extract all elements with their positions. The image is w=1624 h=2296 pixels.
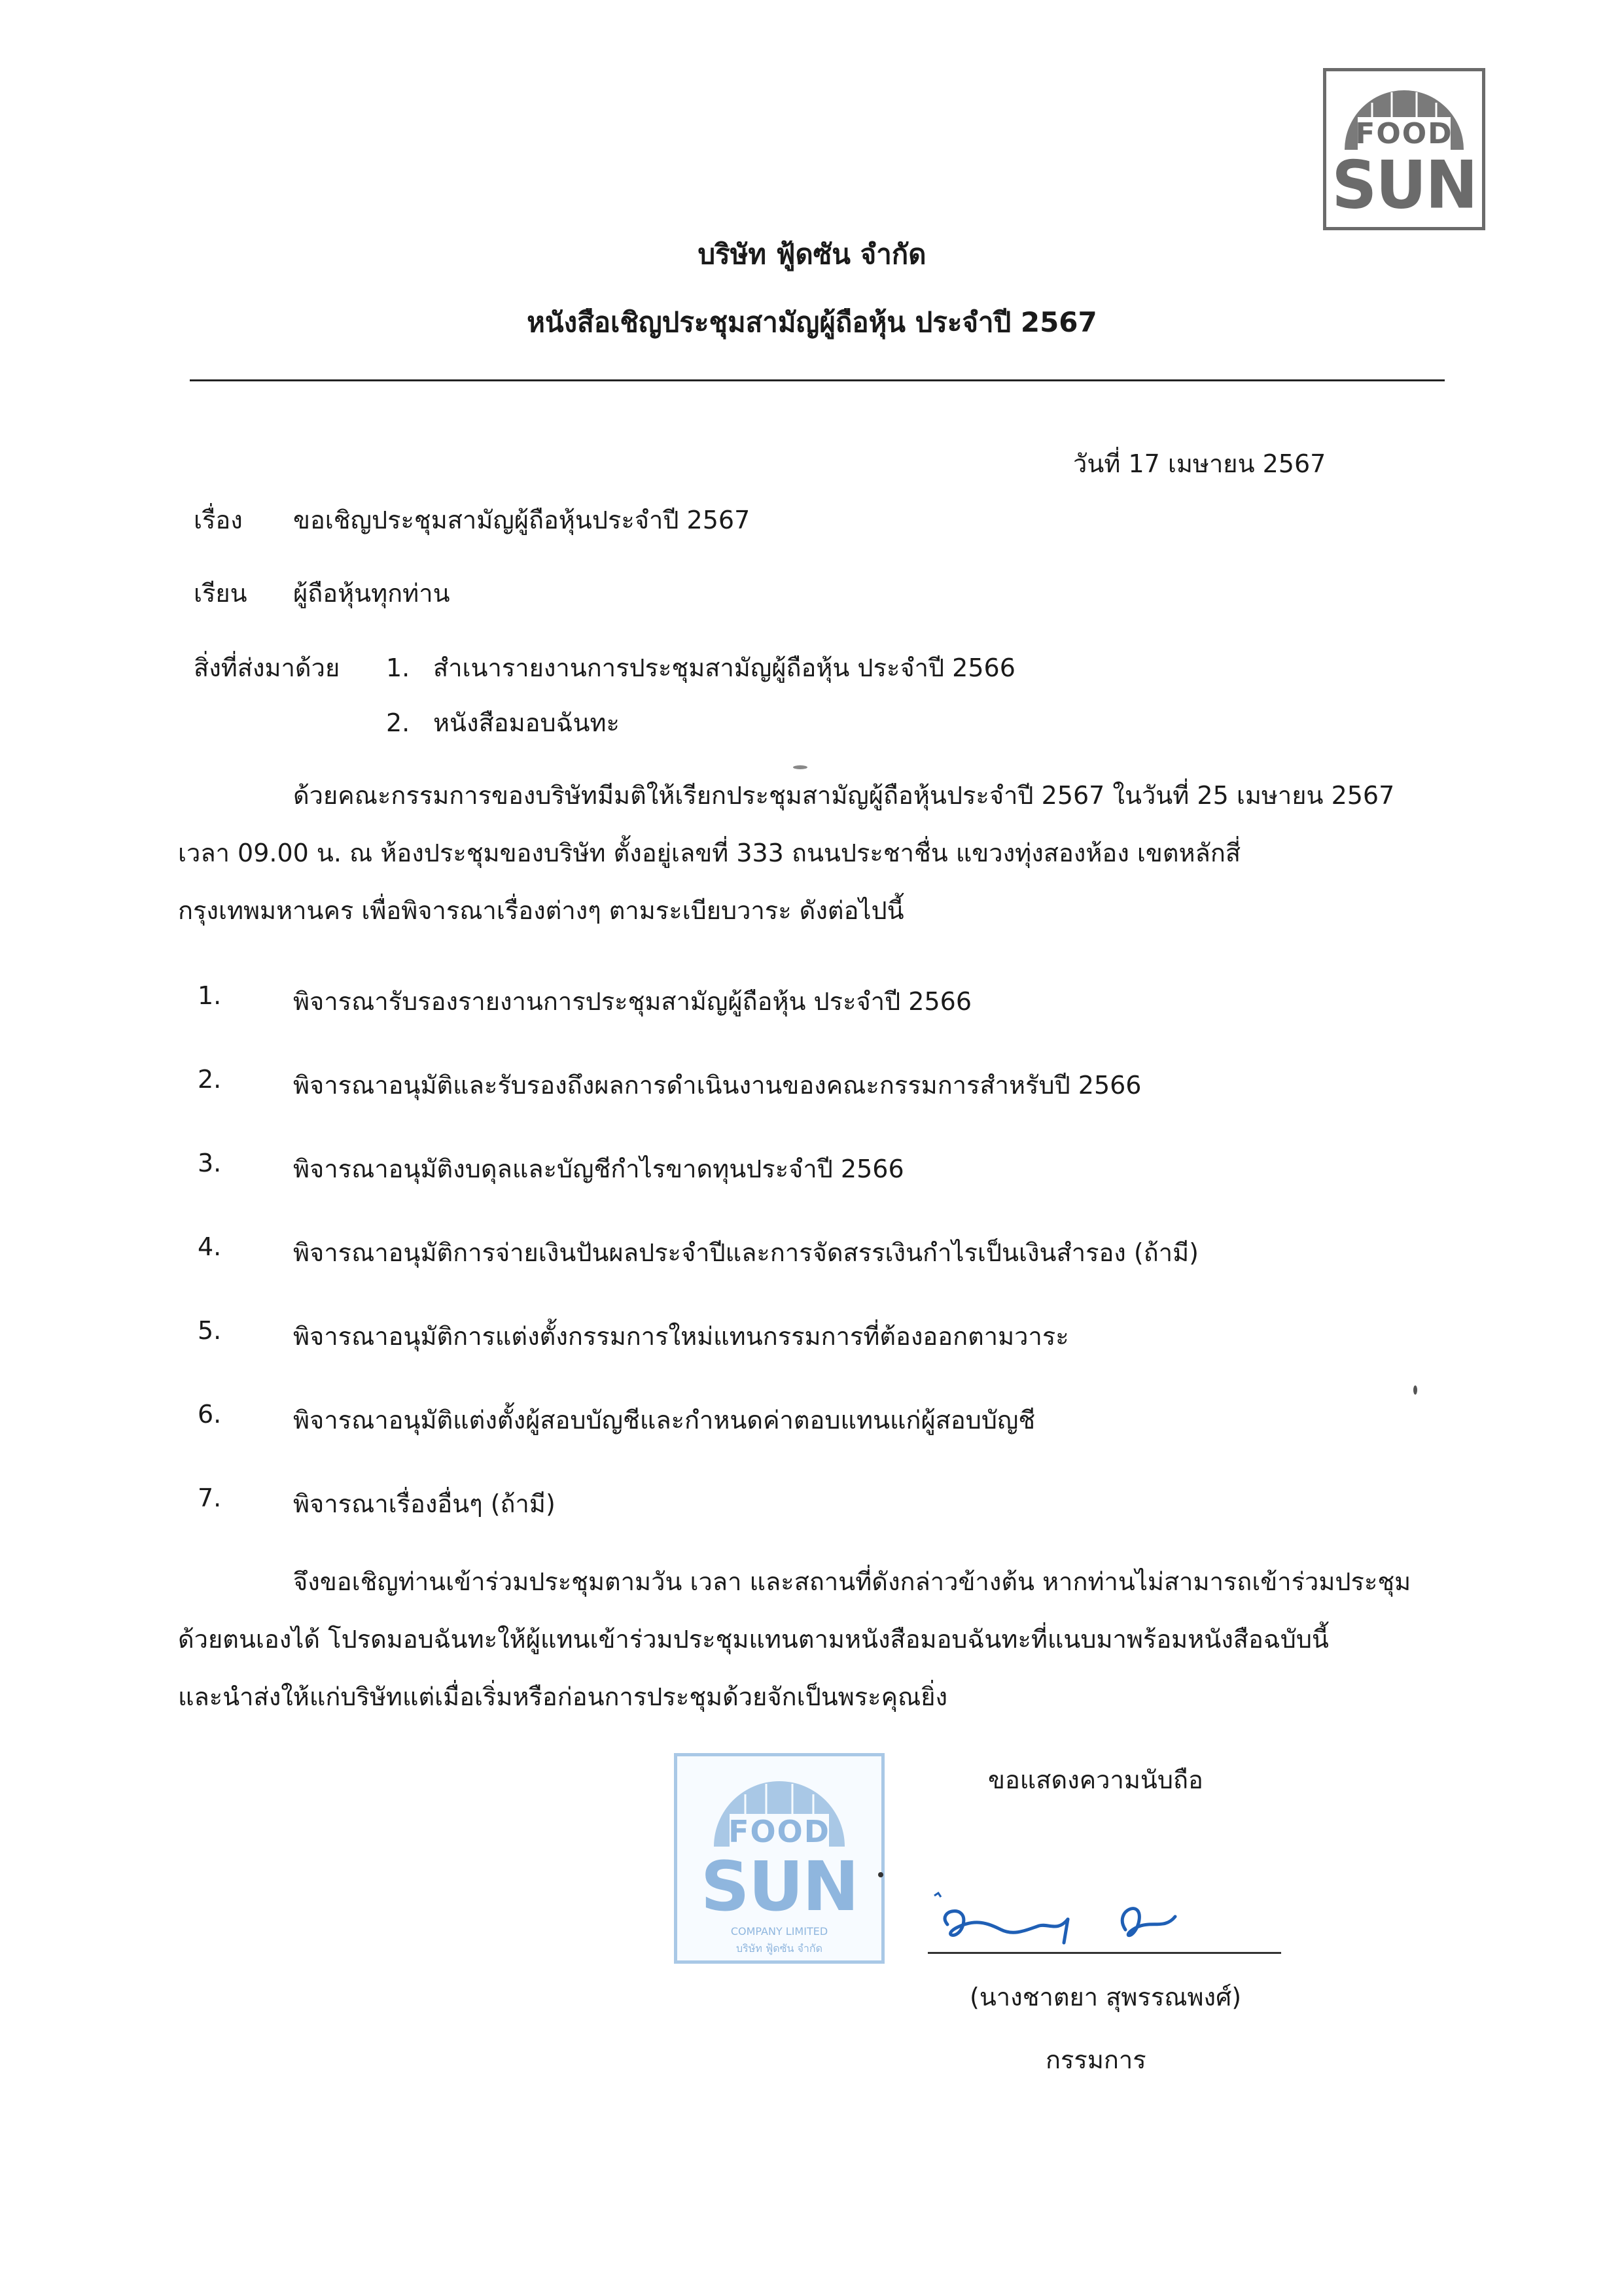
company-stamp (674, 1753, 885, 1964)
agenda-item-5: พิจารณาอนุมัติการแต่งตั้งกรรมการใหม่แทนกรรมการที่ต้องออกตามวาระ (293, 1322, 1069, 1351)
stamp-company-en: COMPANY LIMITED (730, 1925, 828, 1938)
scan-mark (878, 1872, 883, 1877)
recipient-value: ผู้ถือหุ้นทุกท่าน (293, 579, 450, 608)
recipient-label: เรียน (194, 579, 247, 608)
agenda-item-1: พิจารณารับรองรายงานการประชุมสามัญผู้ถือหุ้น ประจำปี 2566 (293, 987, 972, 1016)
closing-line: และนำส่งให้แก่บริษัทแต่เมื่อเริ่มหรือก่อนการประชุมด้วยจักเป็นพระคุณยิ่ง (178, 1682, 948, 1711)
letter-date: วันที่ 17 เมษายน 2567 (1073, 449, 1326, 478)
enclosure-num-1: 1. (386, 653, 410, 682)
subject-value: ขอเชิญประชุมสามัญผู้ถือหุ้นประจำปี 2567 (293, 506, 750, 534)
signatory-name: (นางชาตยา สุพรรณพงศ์) (970, 1983, 1242, 2011)
agenda-num-4: 4. (198, 1232, 222, 1261)
signature-mark (929, 1884, 1269, 1956)
enclosures-label: สิ่งที่ส่งมาด้วย (194, 653, 340, 682)
intro-line: กรุงเทพมหานคร เพื่อพิจารณาเรื่องต่างๆ ตามระเบียบวาระ ดังต่อไปนี้ (178, 896, 904, 925)
agenda-item-3: พิจารณาอนุมัติงบดุลและบัญชีกำไรขาดทุนประจำปี 2566 (293, 1155, 904, 1183)
logo-word-food: FOOD (1355, 117, 1453, 150)
enclosure-text-2: หนังสือมอบฉันทะ (433, 708, 620, 737)
agenda-num-3: 3. (198, 1149, 222, 1177)
closing-line: ด้วยตนเองได้ โปรดมอบฉันทะให้ผู้แทนเข้าร่วมประชุมแทนตามหนังสือมอบฉันทะที่แนบมาพร้อมหนังสือฉบับนี้ (178, 1625, 1329, 1654)
closing-paragraph (178, 1553, 1447, 1726)
company-logo (1323, 68, 1485, 230)
agenda-num-6: 6. (198, 1400, 222, 1429)
regards-text: ขอแสดงความนับถือ (988, 1765, 1203, 1794)
agenda-num-2: 2. (198, 1065, 222, 1094)
agenda-num-5: 5. (198, 1316, 222, 1345)
logo-word-sun: SUN (1332, 147, 1477, 224)
stamp-company-th: บริษัท ฟู้ดซัน จำกัด (736, 1942, 822, 1955)
closing-line: จึงขอเชิญท่านเข้าร่วมประชุมตามวัน เวลา และสถานที่ดังกล่าวข้างต้น หากท่านไม่สามารถเข้าร่วมประชุม (293, 1567, 1411, 1596)
agenda-num-7: 7. (198, 1484, 222, 1512)
enclosure-num-2: 2. (386, 708, 410, 737)
header-divider (190, 379, 1445, 381)
document-title: หนังสือเชิญประชุมสามัญผู้ถือหุ้น ประจำปี 2567 (527, 306, 1097, 338)
enclosure-text-1: สำเนารายงานการประชุมสามัญผู้ถือหุ้น ประจำปี 2566 (433, 653, 1015, 682)
scan-mark (1413, 1385, 1417, 1395)
intro-line: เวลา 09.00 น. ณ ห้องประชุมของบริษัท ตั้งอยู่เลขที่ 333 ถนนประชาชื่น แขวงทุ่งสองห้อง เขตหลักสี่ (178, 839, 1241, 867)
agenda-num-1: 1. (198, 981, 222, 1010)
agenda-item-6: พิจารณาอนุมัติแต่งตั้งผู้สอบบัญชีและกำหนดค่าตอบแทนแก่ผู้สอบบัญชี (293, 1406, 1036, 1435)
stamp-word-food: FOOD (728, 1814, 830, 1849)
intro-paragraph (178, 767, 1447, 939)
intro-line: ด้วยคณะกรรมการของบริษัทมีมติให้เรียกประชุมสามัญผู้ถือหุ้นประจำปี 2567 ในวันที่ 25 เมษายน 2567 (293, 781, 1395, 810)
scan-mark (793, 765, 807, 769)
company-name: บริษัท ฟู้ดซัน จำกัด (697, 238, 927, 270)
stamp-word-sun: SUN (700, 1847, 858, 1926)
agenda-item-4: พิจารณาอนุมัติการจ่ายเงินปันผลประจำปีและการจัดสรรเงินกำไรเป็นเงินสำรอง (ถ้ามี) (293, 1238, 1199, 1267)
agenda-item-2: พิจารณาอนุมัติและรับรองถึงผลการดำเนินงานของคณะกรรมการสำหรับปี 2566 (293, 1071, 1142, 1100)
signature-line (928, 1952, 1281, 1954)
subject-label: เรื่อง (194, 506, 243, 534)
signatory-position: กรรมการ (1046, 2045, 1146, 2074)
agenda-item-7: พิจารณาเรื่องอื่นๆ (ถ้ามี) (293, 1489, 556, 1518)
